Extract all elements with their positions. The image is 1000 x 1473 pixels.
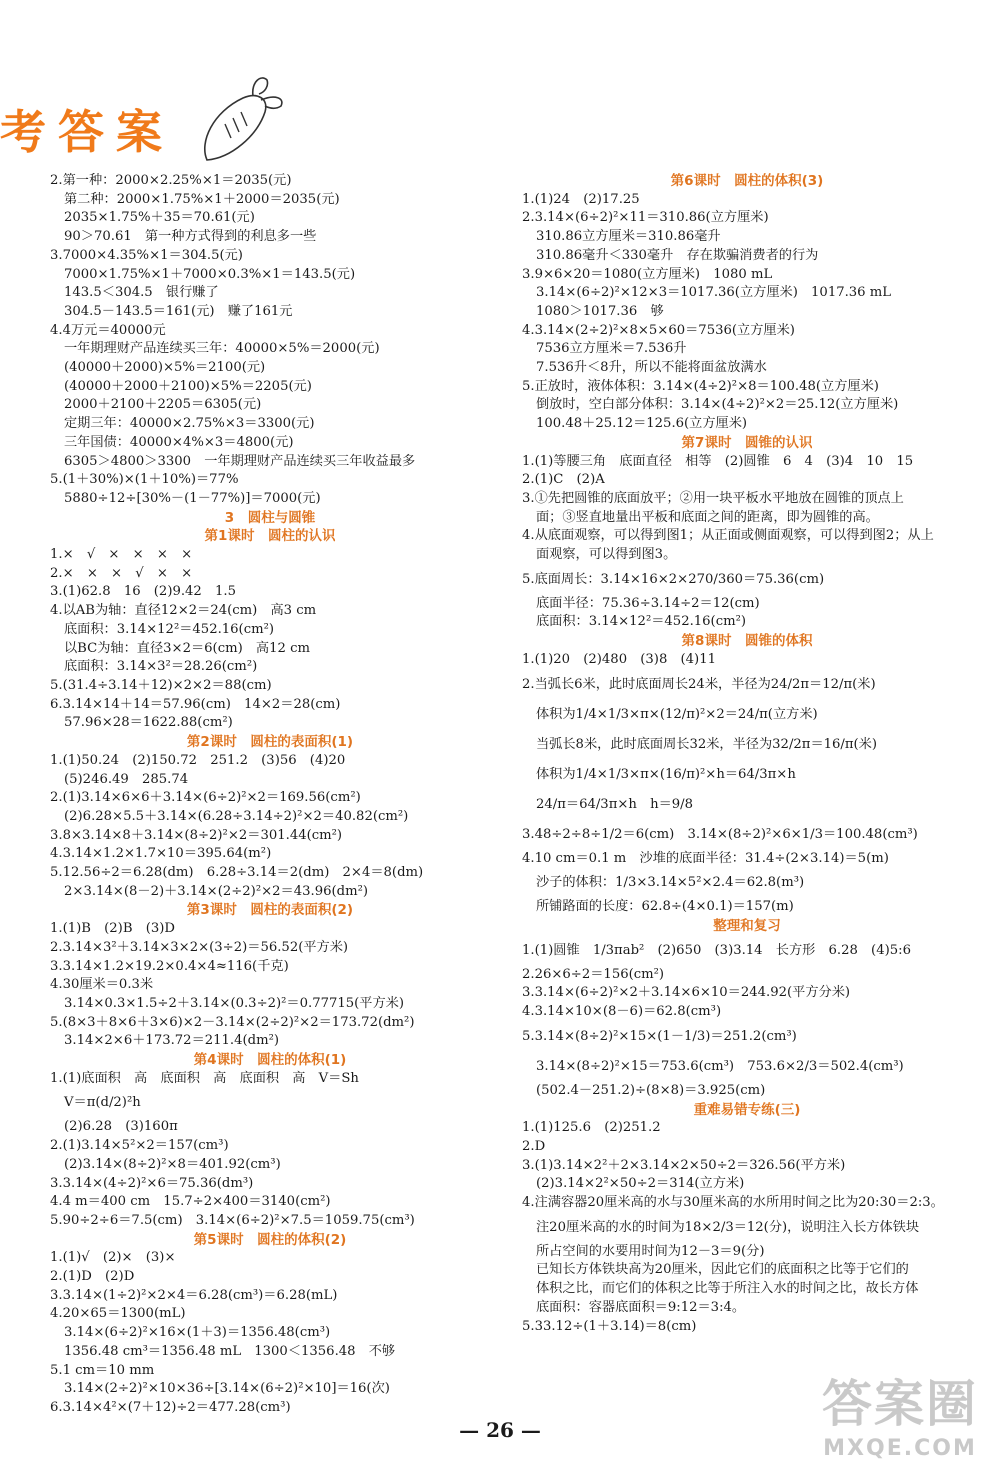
section-heading: 整理和复习 (713, 917, 781, 934)
answer-line: 24/π＝64/3π×h h＝9/8 (536, 796, 693, 812)
answer-line: 143.5＜304.5 银行赚了 (64, 285, 219, 301)
answer-line: 2.当弧长6米，此时底面周长24米，半径为24/2π＝12/π(米) (522, 676, 876, 692)
answer-line: 4.4万元＝40000元 (50, 322, 166, 338)
answer-line: (2)6.28×5.5＋3.14×(6.28÷3.14÷2)²×2＝40.82(cm²) (64, 808, 409, 824)
answer-line: 1.(1)圆锥 1/3πab² (2)650 (3)3.14 长方形 6.28 (4)5:6 (522, 942, 911, 958)
answer-line: 3.14×(8÷2)²×15＝753.6(cm³) 753.6×2/3＝502.4(cm³) (536, 1058, 904, 1074)
answer-line: 3.14×(2÷2)²×10×36÷[3.14×(6÷2)²×10]＝16(次) (64, 1381, 390, 1397)
answer-line: 3.14×2×6＋173.72＝211.4(dm²) (64, 1033, 280, 1049)
section-heading: 第5课时 圆柱的体积(2) (193, 1231, 347, 1248)
answer-line: 3.3.14×(4÷2)²×6＝75.36(dm³) (50, 1175, 254, 1191)
answer-line: 所占空间的水要用时间为12－3＝9(分) (536, 1243, 765, 1259)
answer-line: 1.× √ × × × × (50, 547, 193, 563)
answer-line: 2.(1)C (2)A (522, 472, 605, 488)
answer-line: 底面积：容器底面积＝9:12＝3:4。 (536, 1299, 746, 1315)
answer-line: 4.3.14×10×(8－6)＝62.8(cm³) (522, 1004, 722, 1020)
answer-line: 2.D (522, 1138, 546, 1154)
answer-line: 7000×1.75%×1＋7000×0.3%×1＝143.5(元) (64, 266, 356, 282)
answers-right-column (522, 172, 972, 1336)
answer-line: 体积为1/4×1/3×π×(16/π)²×h＝64/3π×h (536, 766, 796, 782)
answers-left-column (50, 172, 490, 1418)
answer-line: 5.底面周长：3.14×16×2×270/360＝75.36(cm) (522, 571, 825, 587)
answer-line: 当弧长8米，此时底面周长32米，半径为32/2π＝16/π(米) (536, 736, 878, 752)
answer-line: 2.3.14×3²＋3.14×3×2×(3÷2)＝56.52(平方米) (50, 939, 349, 955)
answer-line: 3.9×6×20＝1080(立方厘米) 1080 mL (522, 266, 773, 282)
answer-line: 5.1 cm＝10 mm (50, 1362, 155, 1378)
answer-line: (5)246.49 285.74 (64, 771, 189, 787)
answer-line: 2.3.14×(6÷2)²×11＝310.86(立方厘米) (522, 210, 769, 226)
answer-line: 面；③竖直地量出平板和底面之间的距离，即为圆锥的高。 (536, 509, 879, 525)
answer-line: 304.5－143.5＝161(元) 赚了161元 (64, 303, 293, 319)
answer-line: 2035×1.75%＋35＝70.61(元) (64, 210, 255, 226)
answer-line: 1.(1)24 (2)17.25 (522, 191, 640, 207)
answer-line: 4.3.14×1.2×1.7×10＝395.64(m²) (50, 846, 272, 862)
answer-line: 1080＞1017.36 够 (536, 303, 664, 319)
answer-line: 2.(1)3.14×6×6＋3.14×(6÷2)²×2＝169.56(cm²) (50, 790, 361, 806)
answer-line: 底面积：3.14×3²＝28.26(cm²) (64, 659, 258, 675)
answer-line: 6.3.14×14＋14＝57.96(cm) 14×2＝28(cm) (50, 696, 341, 712)
section-heading: 第8课时 圆锥的体积 (681, 633, 813, 650)
answer-line: 2×3.14×(8－2)＋3.14×(2÷2)²×2＝43.96(dm²) (64, 883, 369, 899)
answer-line: 2000＋2100＋2205＝6305(元) (64, 397, 262, 413)
answer-line: 3.8×3.14×8＋3.14×(8÷2)²×2＝301.44(cm²) (50, 827, 343, 843)
answer-line: 3.3.14×(6÷2)²×2＋3.14×6×10＝244.92(平方分米) (522, 985, 851, 1001)
page-title: 考答案 (0, 105, 174, 159)
answer-line: (2)3.14×2²×50÷2＝314(立方米) (536, 1176, 745, 1192)
answer-line: 3.3.14×(1÷2)²×2×4＝6.28(cm³)＝6.28(mL) (50, 1287, 338, 1303)
answer-line: 一年期理财产品连续买三年：40000×5%＝2000(元) (64, 341, 380, 357)
answer-line: 1.(1)底面积 高 底面积 高 底面积 高 V＝Sh (50, 1070, 359, 1086)
answer-line: 5.正放时，液体体积：3.14×(4÷2)²×8＝100.48(立方厘米) (522, 378, 879, 394)
answer-line: 4.从底面观察，可以得到图1；从正面或侧面观察，可以得到图2；从上 (522, 528, 934, 544)
answer-line: 沙子的体积：1/3×3.14×5²×2.4＝62.8(m³) (536, 875, 805, 891)
answer-line: 2.第一种：2000×2.25%×1＝2035(元) (50, 173, 292, 188)
watermark-url: MXQE.COM (823, 1436, 977, 1461)
answer-line: 已知长方体铁块高为20厘米，因此它们的底面积之比等于它们的 (536, 1262, 909, 1278)
answer-line: 4.30厘米＝0.3米 (50, 977, 154, 993)
answer-line: 310.86毫升＜330毫升 存在欺骗消费者的行为 (536, 247, 819, 263)
answer-line: 5.12.56÷2＝6.28(dm) 6.28÷3.14＝2(dm) 2×4＝8(dm) (50, 865, 424, 881)
answer-line: 57.96×28＝1622.88(cm²) (64, 715, 233, 731)
answer-line: 1.(1)等腰三角 底面直径 相等 (2)圆锥 6 4 (3)4 10 15 (522, 453, 914, 469)
answer-line: 2.26×6÷2＝156(cm²) (522, 966, 665, 982)
answer-line: 体积之比，而它们的体积之比等于所注入水的时间之比，故长方体 (536, 1281, 919, 1297)
answer-line: 3.14×(6÷2)²×12×3＝1017.36(立方厘米) 1017.36 mL (536, 285, 892, 301)
answer-line: 90＞70.61 第一种方式得到的利息多一些 (64, 229, 317, 245)
answer-line: 4.20×65＝1300(mL) (50, 1306, 186, 1322)
answer-line: 底面半径：75.36÷3.14÷2＝12(cm) (536, 595, 760, 611)
answer-line: 3.(1)3.14×2²＋2×3.14×2×50÷2＝326.56(平方米) (522, 1157, 846, 1173)
watermark (822, 1364, 978, 1461)
answer-line: 1.(1)125.6 (2)251.2 (522, 1120, 661, 1136)
answer-line: V＝π(d/2)²h (64, 1095, 141, 1111)
answer-line: 底面积：3.14×12²＝452.16(cm²) (64, 621, 275, 637)
answer-line: 三年国债：40000×4%×3＝4800(元) (64, 434, 294, 450)
answer-line: 5.(31.4÷3.14＋12)×2×2＝88(cm) (50, 677, 272, 693)
answer-line: 4.3.14×(2÷2)²×8×5×60＝7536(立方厘米) (522, 322, 795, 338)
page-number: — 26 — (459, 1418, 541, 1442)
section-heading: 第1课时 圆柱的认识 (204, 528, 336, 545)
answer-line: 定期三年：40000×2.75%×3＝3300(元) (64, 416, 315, 432)
answer-line: 1.(1)50.24 (2)150.72 251.2 (3)56 (4)20 (50, 752, 346, 768)
answer-line: 1356.48 cm³＝1356.48 mL 1300＜1356.48 不够 (64, 1343, 396, 1359)
section-heading: 第3课时 圆柱的表面积(2) (186, 902, 354, 919)
answer-line: 7536立方厘米＝7.536升 (536, 341, 687, 357)
answer-line: (40000＋2000)×5%＝2100(元) (64, 360, 266, 376)
section-heading: 重难易错专练(三) (693, 1101, 801, 1118)
answer-line: 100.48＋25.12＝125.6(立方厘米) (536, 416, 748, 432)
answer-line: 5.(1＋30%)×(1＋10%)＝77% (50, 472, 239, 488)
answer-line: 1.(1)B (2)B (3)D (50, 921, 175, 937)
answer-line: 6305＞4800＞3300 一年期理财产品连续买三年收益最多 (64, 453, 416, 469)
answer-line: 2.(1)3.14×5²×2＝157(cm³) (50, 1138, 229, 1154)
carrot-illustration (195, 72, 295, 172)
section-heading: 第7课时 圆锥的认识 (681, 434, 813, 451)
watermark-logo: 答案圈 (822, 1375, 978, 1433)
answer-line: (502.4－251.2)÷(8×8)＝3.925(cm) (536, 1082, 766, 1098)
answer-line: 310.86立方厘米＝310.86毫升 (536, 229, 721, 245)
answer-line: 1.(1)√ (2)× (3)× (50, 1250, 176, 1266)
answer-line: 3.(1)62.8 16 (2)9.42 1.5 (50, 584, 236, 600)
answer-line: 6.3.14×4²×(7＋12)÷2＝477.28(cm³) (50, 1400, 291, 1415)
answer-line: 4.10 cm＝0.1 m 沙堆的底面半径：31.4÷(2×3.14)＝5(m) (522, 850, 889, 866)
section-heading: 第2课时 圆柱的表面积(1) (186, 734, 354, 751)
answer-line: 倒放时，空白部分体积：3.14×(4÷2)²×2＝25.12(立方厘米) (536, 397, 899, 413)
answer-line: 面观察，可以得到图3。 (536, 547, 677, 563)
answer-line: 底面积：3.14×12²＝452.16(cm²) (536, 614, 747, 630)
answer-line: 5.3.14×(8÷2)²×15×(1－1/3)＝251.2(cm³) (522, 1028, 797, 1044)
answer-line: 第二种：2000×1.75%×1＋2000＝2035(元) (64, 191, 340, 207)
answer-line: 4.以AB为轴：直径12×2＝24(cm) 高3 cm (50, 603, 317, 619)
answer-line: 2.× × × √ × × (50, 565, 193, 581)
answer-line: 5.90÷2÷6＝7.5(cm) 3.14×(6÷2)²×7.5＝1059.75(cm³) (50, 1212, 415, 1228)
answer-line: 3.48÷2÷8÷1/2＝6(cm) 3.14×(8÷2)²×6×1/3＝100.48(cm³) (522, 826, 918, 842)
answer-line: 3.14×0.3×1.5÷2＋3.14×(0.3÷2)²＝0.77715(平方米) (64, 995, 405, 1011)
answer-line: 3.7000×4.35%×1＝304.5(元) (50, 247, 243, 263)
answer-line: (40000＋2000＋2100)×5%＝2205(元) (64, 378, 312, 394)
answer-line: 2.(1)D (2)D (50, 1269, 135, 1285)
section-heading: 3 圆柱与圆锥 (224, 509, 316, 526)
answer-line: 3.3.14×1.2×19.2×0.4×4≈116(千克) (50, 958, 289, 974)
answer-line: 注20厘米高的水的时间为18×2/3＝12(分)，说明注入长方体铁块 (536, 1219, 920, 1235)
answer-line: 体积为1/4×1/3×π×(12/π)²×2＝24/π(立方米) (536, 706, 818, 722)
answer-line: 3.14×(6÷2)²×16×(1＋3)＝1356.48(cm³) (64, 1325, 331, 1341)
section-heading: 第6课时 圆柱的体积(3) (670, 173, 824, 189)
answer-line: 5880÷12÷[30%－(1－77%)]＝7000(元) (64, 490, 321, 506)
answer-line: 5.(8×3＋8×6＋3×6)×2－3.14×(2÷2)²×2＝173.72(dm²) (50, 1014, 415, 1030)
answer-line: 所铺路面的长度：62.8÷(4×0.1)＝157(m) (536, 899, 794, 915)
answer-line: 4.4 m＝400 cm 15.7÷2×400＝3140(cm²) (50, 1194, 331, 1210)
answer-line: (2)3.14×(8÷2)²×8＝401.92(cm³) (64, 1156, 281, 1172)
answer-line: 1.(1)20 (2)480 (3)8 (4)11 (522, 651, 716, 667)
answer-line: 以BC为轴：直径3×2＝6(cm) 高12 cm (64, 640, 310, 656)
section-heading: 第4课时 圆柱的体积(1) (193, 1052, 347, 1069)
answer-line: 5.33.12÷(1＋3.14)＝8(cm) (522, 1318, 697, 1334)
answer-line: (2)6.28 (3)160π (64, 1119, 178, 1135)
answer-line: 4.注满容器20厘米高的水与30厘米高的水所用时间之比为20:30＝2:3。 (522, 1195, 944, 1211)
answer-line: 3.①先把圆锥的底面放平；②用一块平板水平地放在圆锥的顶点上 (522, 490, 904, 506)
answer-line: 7.536升＜8升，所以不能将面盆放满水 (536, 360, 767, 376)
